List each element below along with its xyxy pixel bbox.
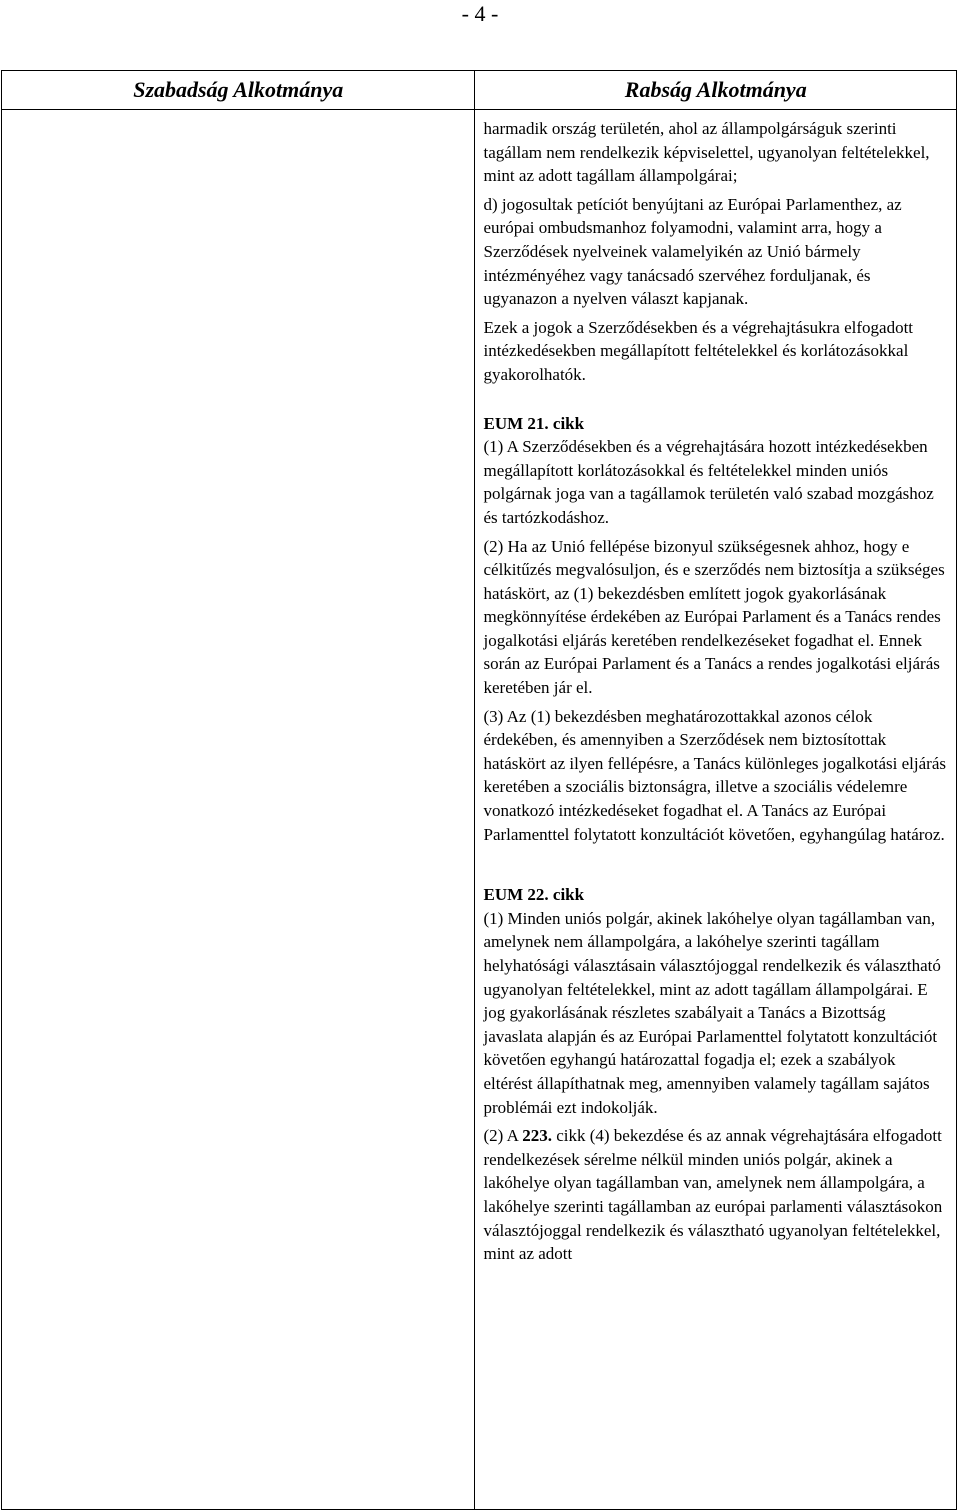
left-column-body (2, 110, 475, 1510)
article-reference: 223. (522, 1126, 552, 1146)
article-heading-eum21: EUM 21. cikk (483, 413, 585, 433)
left-column-header: Szabadság Alkotmánya (2, 71, 475, 110)
paragraph-text: (2) A (483, 1126, 523, 1146)
paragraph: (3) Az (1) bekezdésben meghatározottakkal azonos célok érdekében, és amennyiben a Szerződések nem biztosítottak hatáskört az ilyen fellépésre, a Tanács különleges jogalkotási eljárás keretében a szociális biztonságra, illetve a szociális védelemre vonatkozó intézkedéseket fogadhat el. A Tanács az Európai Parlamenttel folytatott konzultációt követően, egyhangúlag határoz. (483, 706, 946, 844)
paragraph: d) jogosultak petíciót benyújtani az Európai Parlamenthez, az európai ombudsmanhoz folyamodni, valamint arra, hogy a Szerződések nyelveinek valamelyikén az Unió bármely intézményéhez vagy tanácsadó szervéhez forduljanak, és ugyanazon a nyelven választ kapjanak. (483, 194, 902, 309)
paragraph: (2) Ha az Unió fellépése bizonyul szükségesnek ahhoz, hogy e célkitűzés megvalósuljon, és e szerződés nem biztosítja a szükséges hatáskört, az (1) bekezdésben említett jogok gyakorlásának megkönnyítése érdekében az Európai Parlament és a Tanács rendes jogalkotási eljárás keretében rendelkezéseket fogadhat el. Ennek során az Európai Parlament és a Tanács a rendes jogalkotási eljárás keretében jár el. (483, 536, 945, 698)
paragraph: Ezek a jogok a Szerződésekben és a végrehajtásukra elfogadott intézkedésekben megállapított feltételekkel és korlátozásokkal gyakorolhatók. (483, 317, 914, 384)
paragraph-text: cikk (4) bekezdése és az annak végrehajtására elfogadott rendelkezések sérelme nélkül minden uniós polgár, akinek a lakóhelye olyan tagállamban van, amelynek nem állampolgára, a lakóhelye szerinti tagállamban az európai parlamenti választásokon választójoggal rendelkezik és választható ugyanolyan feltételekkel, mint az adott (483, 1126, 943, 1264)
comparison-table (1, 70, 957, 1510)
paragraph: (1) Minden uniós polgár, akinek lakóhelye olyan tagállamban van, amelynek nem állampolgára, a lakóhelye szerinti tagállam helyhatósági választásain választójoggal rendelkezik és választható ugyanolyan feltételekkel, mint az adott tagállam állampolgárai. E jog gyakorlásának részletes szabályait a Tanács a Bizottság javaslata alapján és az Európai Parlamenttel folytatott konzultációt követően egyhangú határozattal fogadja el; ezek a szabályok eltérést állapíthatnak meg, amennyiben valamely tagállam sajátos problémái ezt indokolják. (483, 908, 941, 1117)
page-number: - 4 - (461, 1, 499, 26)
right-column-header: Rabság Alkotmánya (475, 71, 957, 110)
article-heading-eum22: EUM 22. cikk (483, 885, 585, 905)
paragraph: harmadik ország területén, ahol az állampolgárságuk szerinti tagállam nem rendelkezik képviselettel, ugyanolyan feltételekkel, mint az adott tagállam állampolgárai; (483, 119, 930, 186)
paragraph: (1) A Szerződésekben és a végrehajtására hozott intézkedésekben megállapított korlátozásokkal és feltételekkel minden uniós polgárnak joga van a tagállamok területén való szabad mozgáshoz és tartózkodáshoz. (483, 437, 934, 527)
paragraph (483, 1124, 948, 1266)
right-column-body (475, 110, 957, 1510)
